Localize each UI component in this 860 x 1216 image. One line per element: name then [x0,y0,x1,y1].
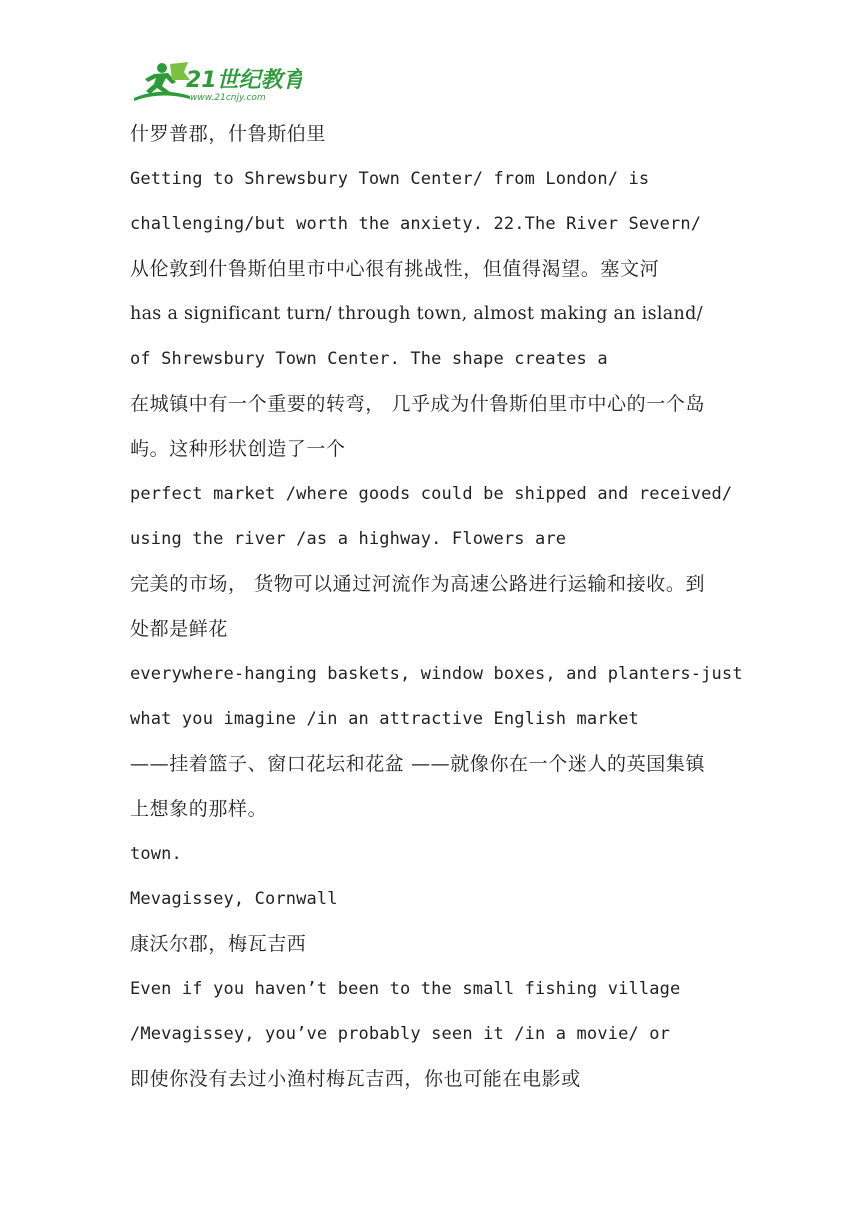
english-text-line: perfect market /where goods could be shipped and received/ [130,484,733,504]
document-body [130,112,743,1102]
english-text-line: has a significant turn/ through town, almost making an island/ [130,304,703,324]
logo-title: 21世纪教育 [186,68,302,93]
english-text-line: what you imagine /in an attractive English market [130,709,639,729]
runner-logo-icon [132,60,302,104]
chinese-translation-line: 康沃尔郡，梅瓦吉西 [130,933,307,955]
chinese-translation-line: 什罗普郡，什鲁斯伯里 [130,123,327,145]
chinese-translation-line: 从伦敦到什鲁斯伯里市中心很有挑战性，但值得渴望。塞文河 [130,258,660,280]
english-text-line: Getting to Shrewsbury Town Center/ from London/ is [130,169,650,189]
english-text-line: challenging/but worth the anxiety. 22.The River Severn/ [130,214,702,234]
chinese-translation-line: ——挂着篮子、窗口花坛和花盆 ——就像你在一个迷人的英国集镇 [130,753,706,775]
chinese-translation-line: 完美的市场， 货物可以通过河流作为高速公路进行运输和接收。到 [130,573,706,595]
site-logo [132,60,302,104]
english-text-line: of Shrewsbury Town Center. The shape creates a [130,349,608,369]
english-text-line: Mevagissey, Cornwall [130,889,338,909]
chinese-translation-line: 在城镇中有一个重要的转弯， 几乎成为什鲁斯伯里市中心的一个岛 [130,393,706,415]
english-text-line: /Mevagissey, you’ve probably seen it /in a movie/ or [130,1024,671,1044]
chinese-translation-line: 处都是鲜花 [130,618,229,640]
english-text-line: Even if you haven’t been to the small fishing village [130,979,681,999]
logo-url: www.21cnjy.com [190,93,266,103]
english-text-line: using the river /as a highway. Flowers are [130,529,567,549]
chinese-translation-line: 屿。这种形状创造了一个 [130,438,346,460]
english-text-line: everywhere-hanging baskets, window boxes, and planters-just [130,664,743,684]
english-text-line: town. [130,844,182,864]
chinese-translation-line: 上想象的那样。 [130,798,268,820]
chinese-translation-line: 即使你没有去过小渔村梅瓦吉西，你也可能在电影或 [130,1068,581,1090]
